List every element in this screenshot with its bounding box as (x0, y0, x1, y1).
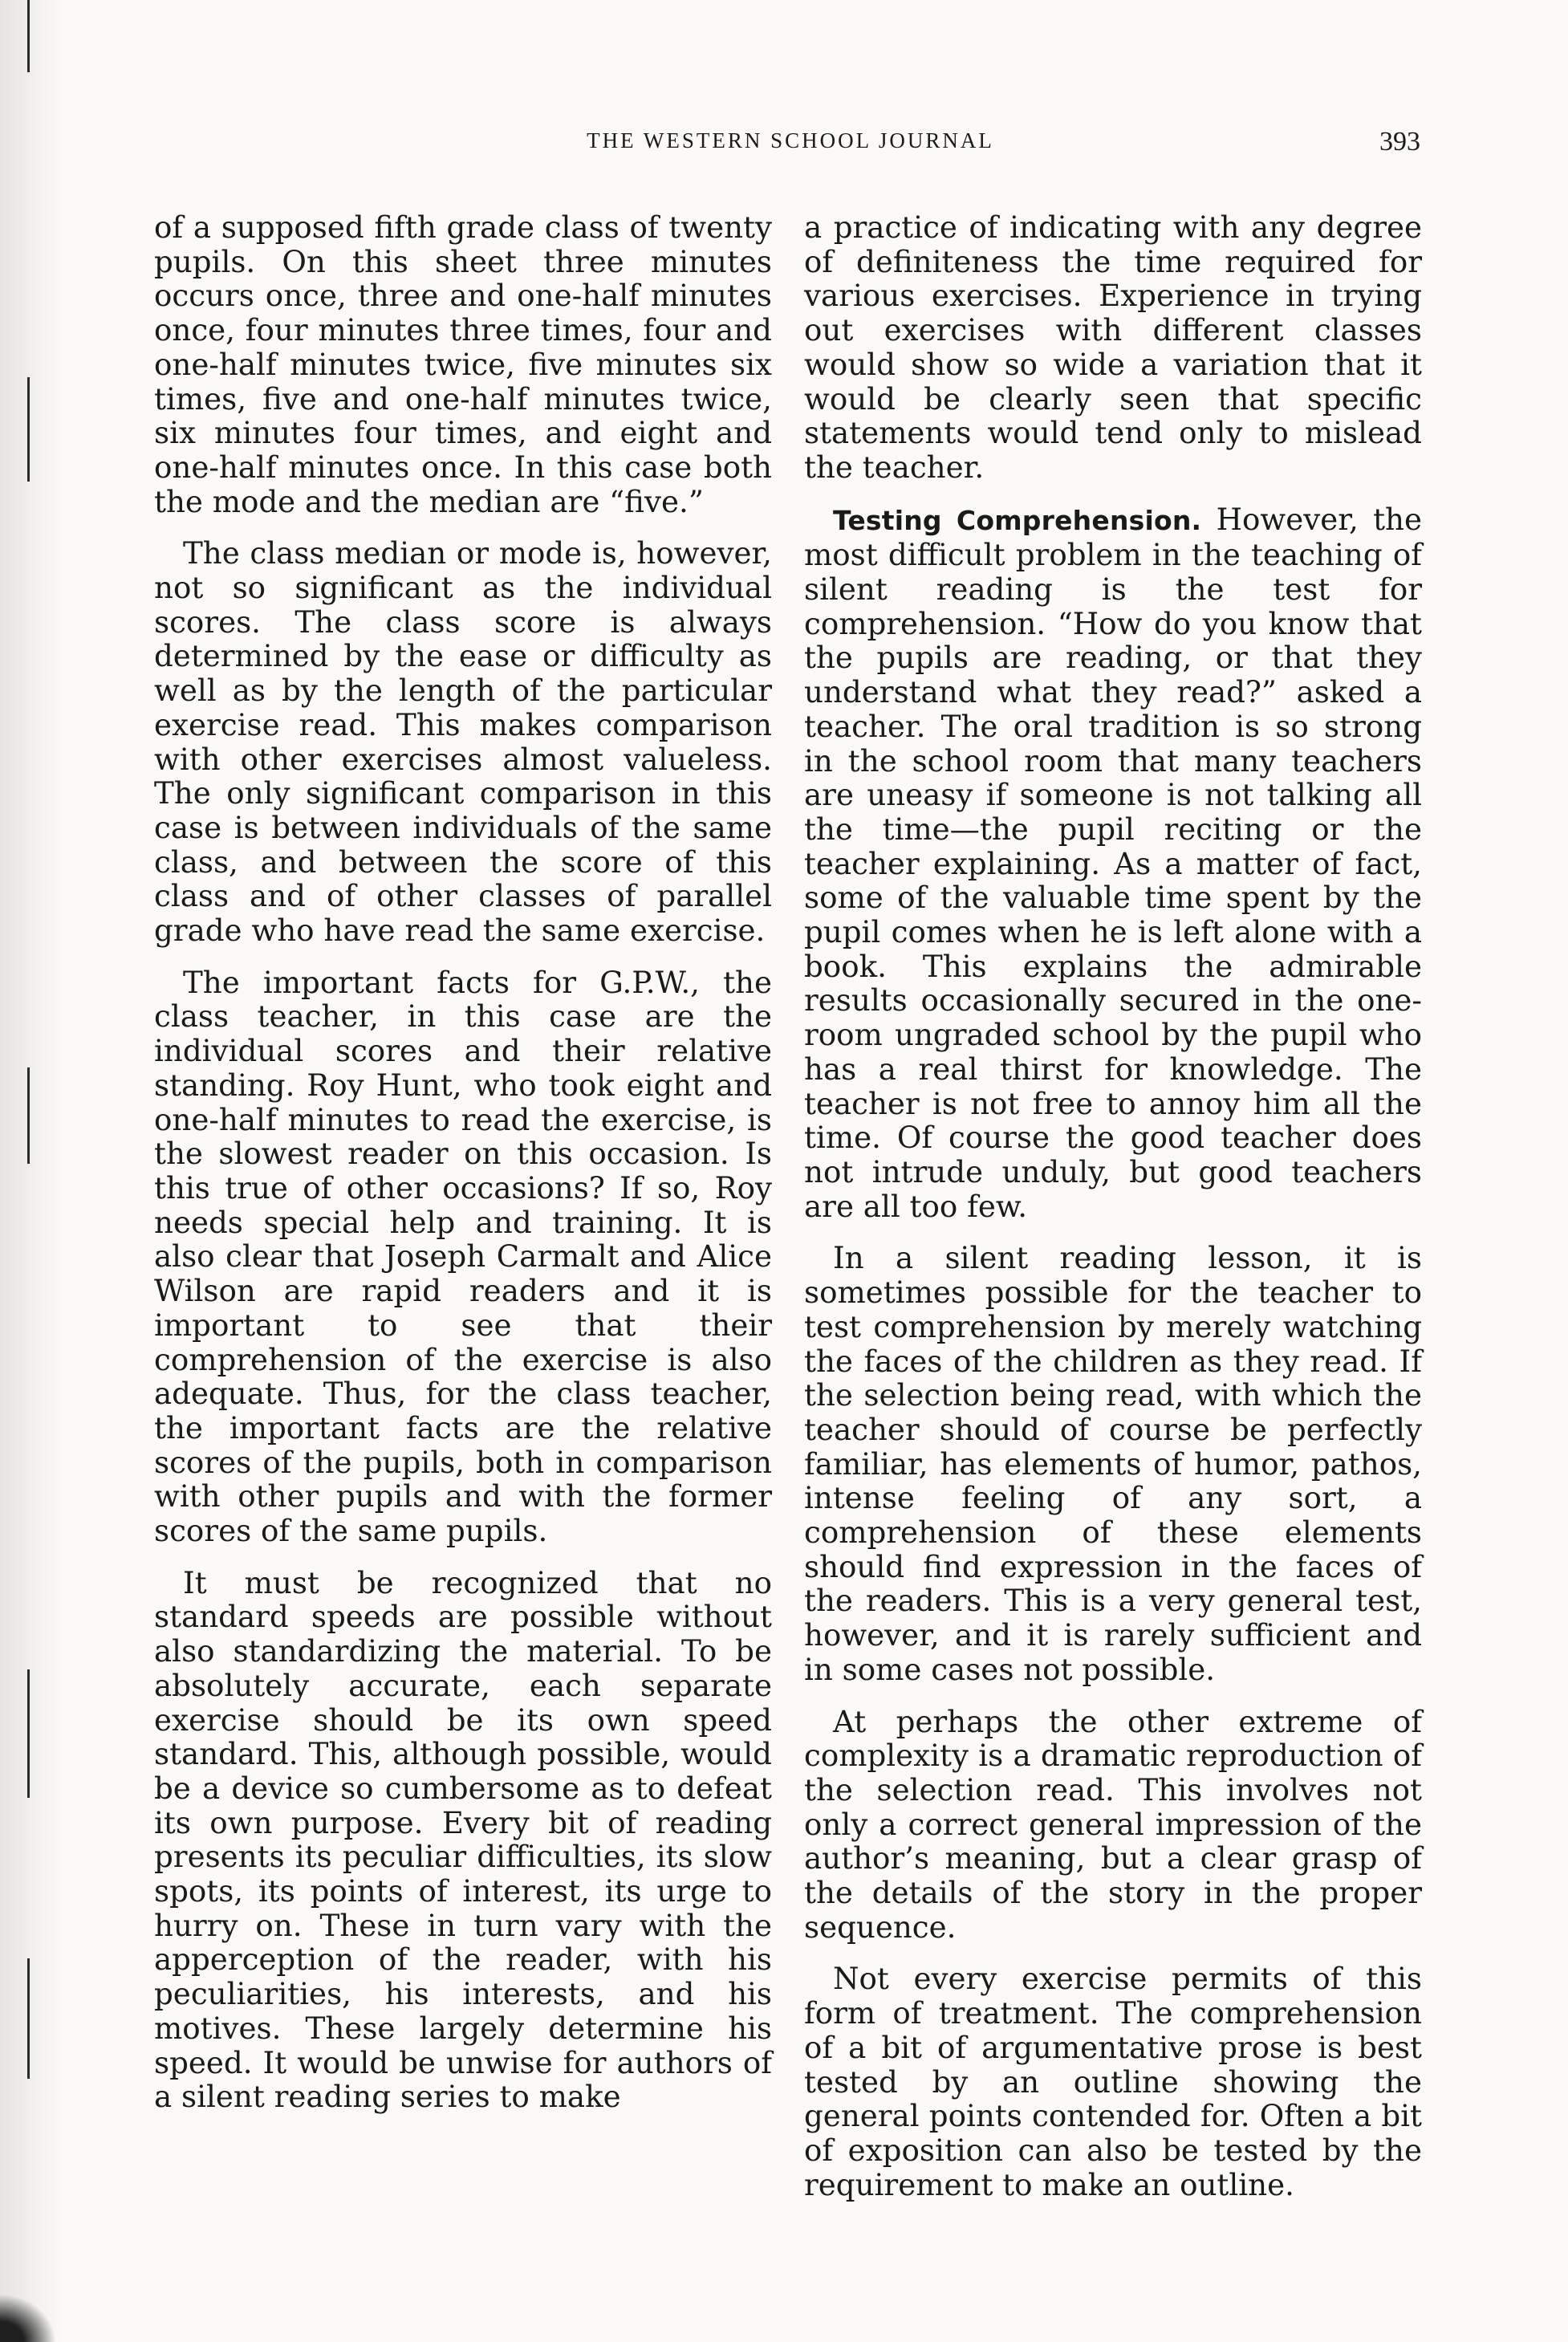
page-number: 393 (1379, 127, 1420, 157)
right-paragraph-3: At perhaps the other extreme of complexity is a dramatic reproduction of the selection read. This involves not only a correct general impression of the author’s meaning, but a clear grasp of the details of the story in the proper sequence. (804, 1703, 1422, 1945)
left-paragraph-2: The class median or mode is, however, not so significant as the individual scores. The class score is always determined by the ease or difficulty as well as by the length of the particular exercise read. This makes comparison with other exercises almost valueless. The only significant comparison in this case is between individuals of the same class, and between the score of this class and of other classes of parallel grade who have read the same exercise. (154, 535, 772, 949)
left-paragraph-1: of a supposed fifth grade class of twenty pupils. On this sheet three minutes occurs once, three and one-half minutes once, four minutes three times, four and one-half minutes twice, five minutes six times, five and one-half minutes twice, six minutes four times, and eight and one-half minutes once. In this case both the mode and the median are “five.” (154, 209, 772, 519)
scan-edge-line (27, 0, 30, 72)
right-column (804, 210, 1422, 2202)
testing-comprehension-paragraph (804, 502, 1422, 1224)
right-paragraph-4: Not every exercise permits of this form of treatment. The comprehension of a bit of argumentative prose is best tested by an outline showing the general points contended for. Often a bit of exposition can also be tested by the requirement to make an outline. (804, 1961, 1422, 2202)
right-paragraph-2: In a silent reading lesson, it is sometimes possible for the teacher to test comprehension by merely watching the faces of the children as they read. If the selection being read, with which the teacher should of course be perfectly familiar, has elements of humor, pathos, intense feeling of any sort, a comprehension of these elements should find expression in the faces of the readers. This is a very general test, however, and it is rarely sufficient and in some cases not possible. (804, 1240, 1422, 1687)
scan-edge-line (27, 1669, 30, 1798)
left-column (154, 210, 772, 2114)
scan-corner-shadow (0, 2294, 56, 2342)
left-paragraph-4: It must be recognized that no standard speeds are possible without also standardizing the material. To be absolutely accurate, each separate exercise should be its own speed standard. This, although possible, would be a device so cumbersome as to defeat its own purpose. Every bit of reading presents its peculiar difficulties, its slow spots, its points of interest, its urge to hurry on. These in turn vary with the apperception of the reader, with his peculiarities, his interests, and his motives. These largely determine his speed. It would be unwise for authors of a silent reading series to make (154, 1564, 772, 2115)
scan-edge-line (27, 1958, 30, 2079)
scan-edge-shadow (0, 0, 63, 2342)
running-head (160, 127, 1420, 159)
journal-title: THE WESTERN SCHOOL JOURNAL (587, 128, 994, 152)
scan-edge-line (27, 377, 30, 482)
right-paragraph-continuation: a practice of indicating with any degree of definiteness the time required for various exercises. Experience in trying out exercises with different classes would show so wide a variation that it would be clearly seen that specific statements would tend only to mislead the teacher. (804, 209, 1422, 485)
section-heading: Testing Comprehension. (833, 504, 1202, 536)
scan-edge-line (27, 1067, 30, 1164)
section-paragraph-text: However, the most difficult problem in the teaching of silent reading is the test for comprehension. “How do you know that the pupils are reading, or that they understand what they read?” asked a teacher. The oral tradition is so strong in the school room that many teachers are uneasy if someone is not talking all the time—the pupil reciting or the teacher explaining. As a matter of fact, some of the valuable time spent by the pupil comes when he is left alone with a book. This explains the admirable results occasionally secured in the one-room ungraded school by the pupil who has a real thirst for knowledge. The teacher is not free to annoy him all the time. Of course the good teacher does not intrude unduly, but good teachers are all too few. (804, 501, 1422, 1224)
left-paragraph-3: The important facts for G.P.W., the class teacher, in this case are the individual scores and their relative standing. Roy Hunt, who took eight and one-half minutes to read the exercise, is the slowest reader on this occasion. Is this true of other occasions? If so, Roy needs special help and training. It is also clear that Joseph Carmalt and Alice Wilson are rapid readers and it is important to see that their comprehension of the exercise is also adequate. Thus, for the class teacher, the important facts are the relative scores of the pupils, both in comparison with other pupils and with the former scores of the same pupils. (154, 964, 772, 1549)
